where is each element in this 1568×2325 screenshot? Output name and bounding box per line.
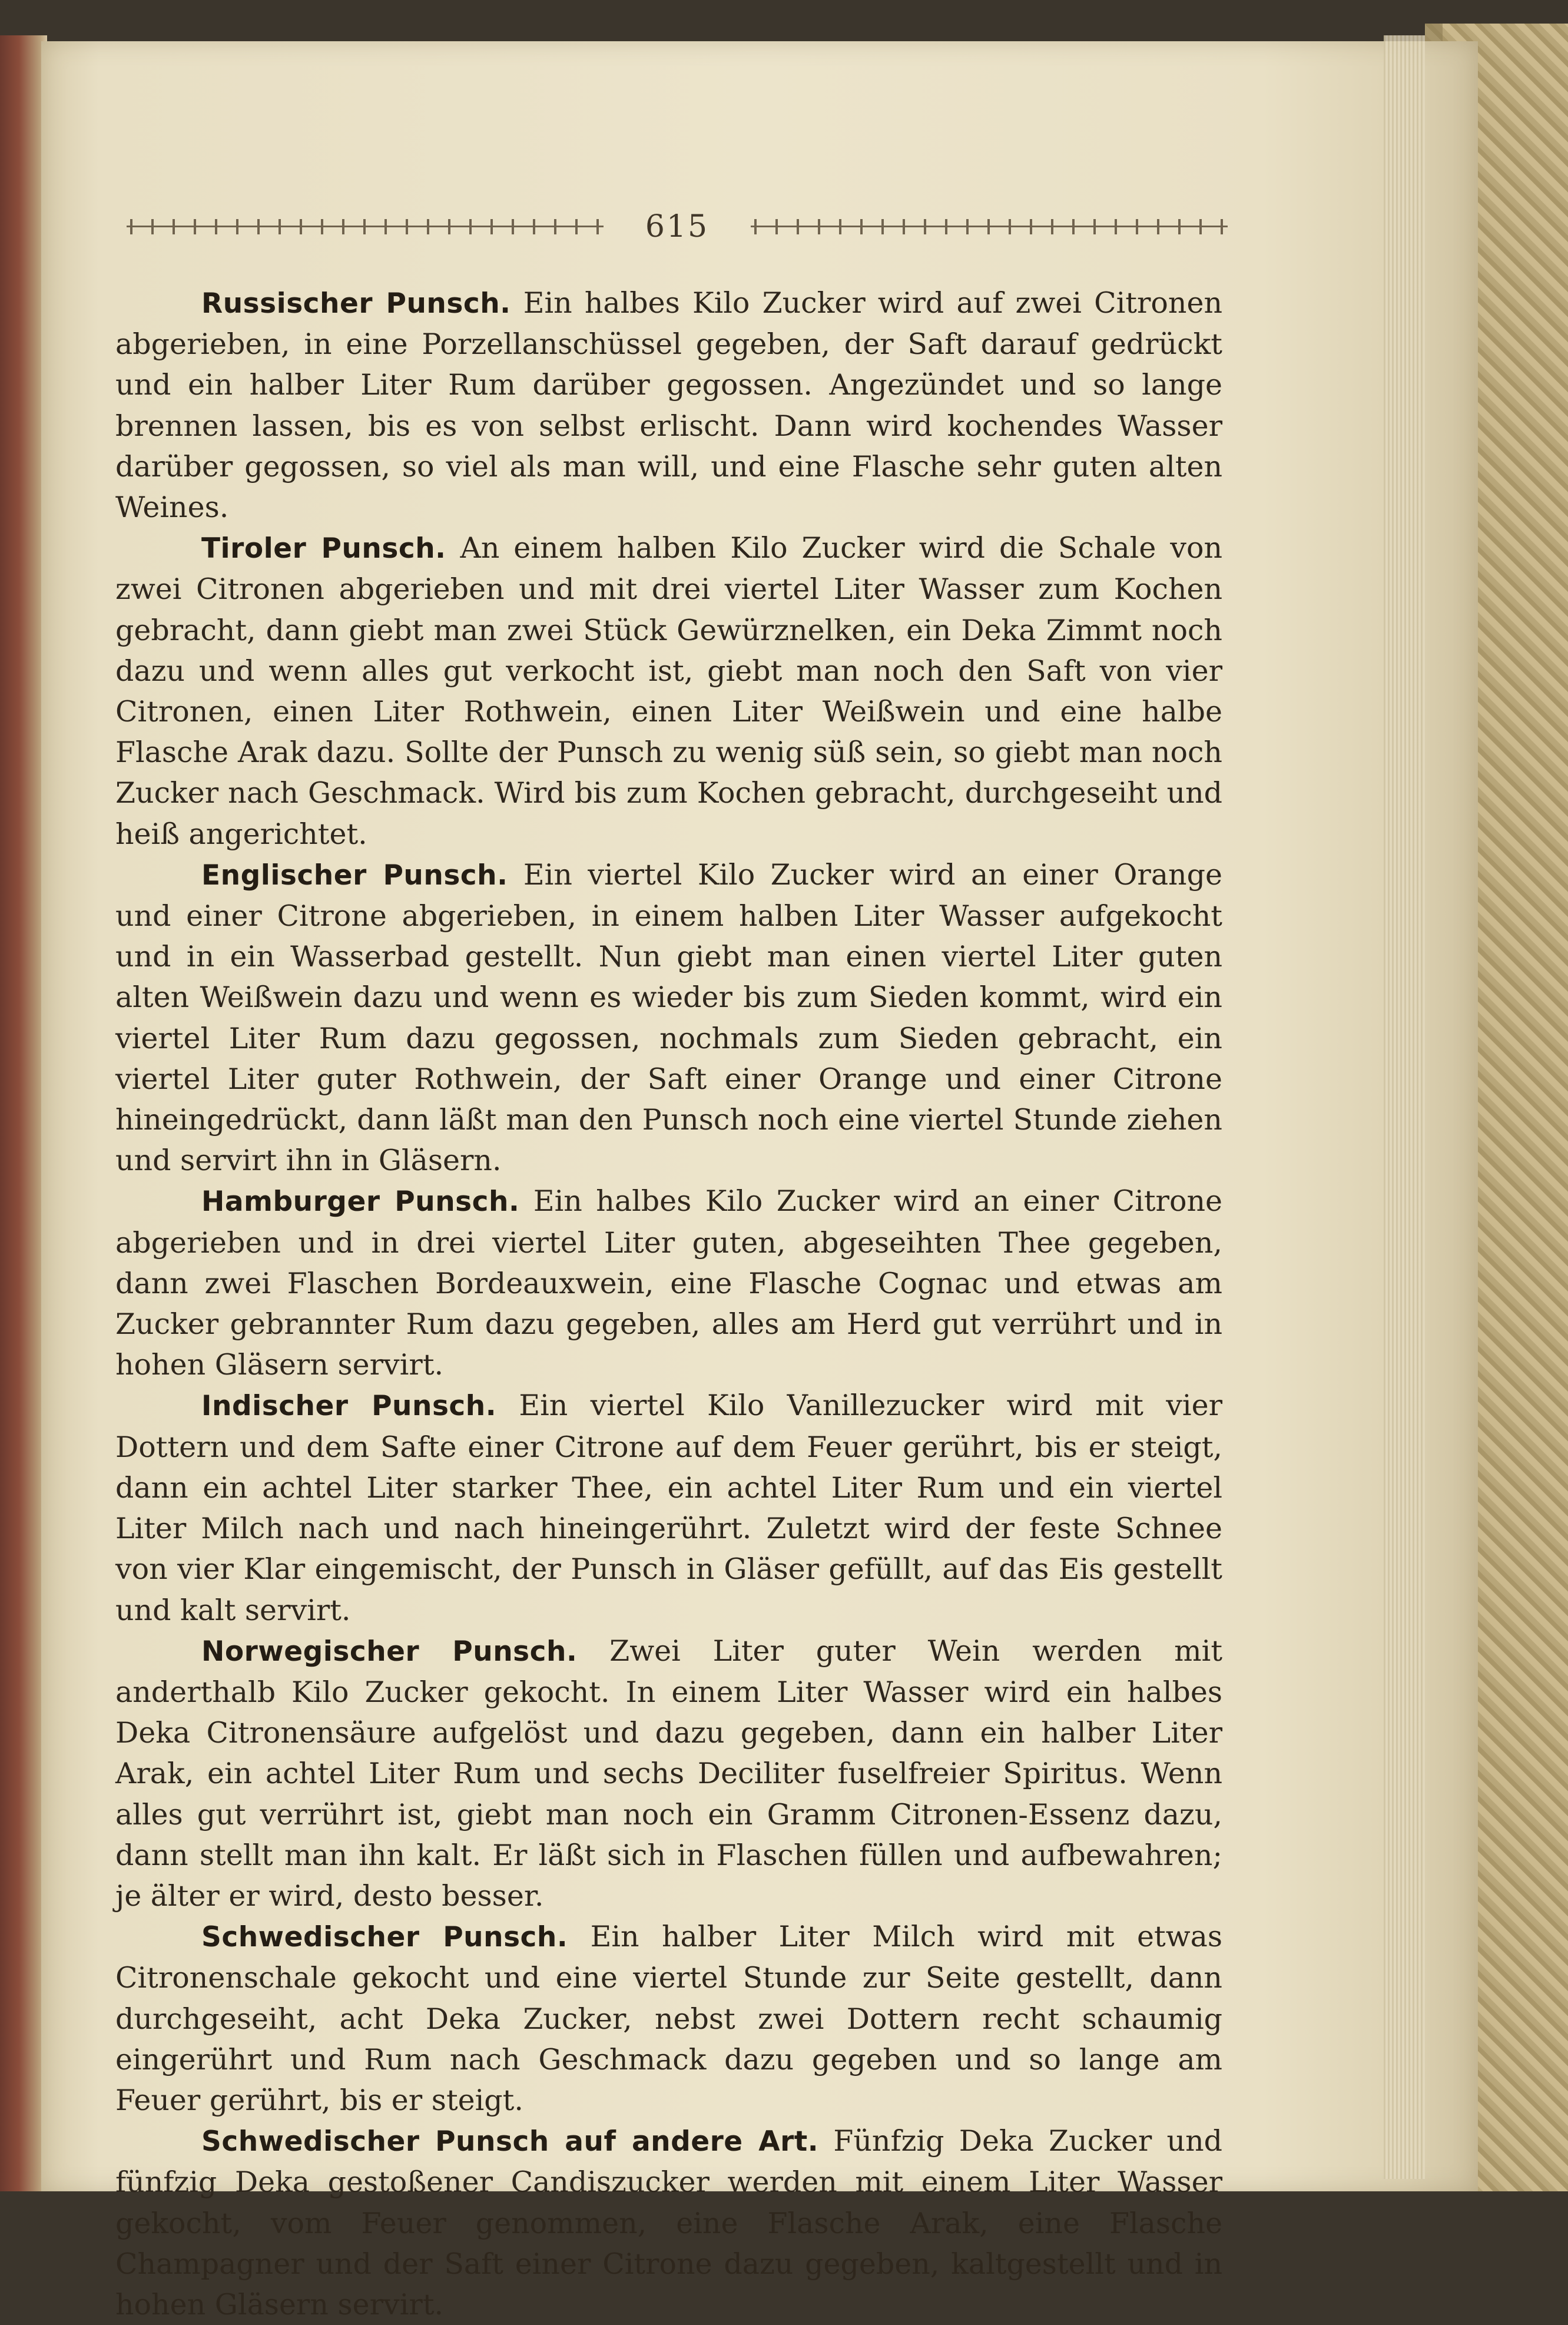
recipe-paragraph — [115, 1385, 1222, 1630]
recipe-heading: Russischer Punsch. — [201, 287, 511, 320]
recipe-paragraph — [115, 283, 1222, 528]
book-cover-left — [0, 35, 47, 2191]
recipe-heading: Hamburger Punsch. — [201, 1185, 520, 1218]
page-number: 615 — [645, 209, 710, 244]
recipe-paragraph — [115, 528, 1222, 855]
recipe-paragraph — [115, 2121, 1222, 2325]
recipe-body: Ein halber Liter Milch wird mit etwas Citronenschale gekocht und eine viertel Stunde zur Seite gestellt, dann durchgeseiht, acht Deka Zucker, nebst zwei Dottern recht schaumig eingerührt und Rum nach Geschmack dazu gegeben und so lange am Feuer gerührt, bis er steigt. — [115, 1920, 1222, 2117]
header-ornament-right — [751, 219, 1228, 234]
recipe-paragraph — [115, 1181, 1222, 1385]
recipe-body: Ein viertel Kilo Vanillezucker wird mit vier Dottern und dem Safte einer Citrone auf dem Feuer gerührt, bis er steigt, dann ein achtel Liter starker Thee, ein achtel Liter Rum und ein viertel Liter Milch nach und nach hineingerührt. Zuletzt wird der feste Schnee von vier Klar eingemischt, der Punsch in Gläser gefüllt, auf das Eis gestellt und kalt servirt. — [115, 1389, 1222, 1627]
recipe-heading: Schwedischer Punsch auf andere Art. — [201, 2125, 819, 2158]
recipe-body: Zwei Liter guter Wein werden mit anderthalb Kilo Zucker gekocht. In einem Liter Wasser wird ein halbes Deka Citronensäure aufgelöst und dazu gegeben, dann ein halber Liter Arak, ein achtel Liter Rum und sechs Deciliter fuselfreier Spiritus. Wenn alles gut verrührt ist, giebt man noch ein Gramm Citronen-Essenz dazu, dann stellt man ihn kalt. Er läßt sich in Flaschen füllen und aufbewahren; je älter er wird, desto besser. — [115, 1634, 1223, 1913]
header-ornament-left — [127, 219, 604, 234]
page-header — [127, 209, 1228, 244]
recipe-body: Ein viertel Kilo Zucker wird an einer Orange und einer Citrone abgerieben, in einem halben Liter Wasser aufgekocht und in ein Wasserbad gestellt. Nun giebt man einen viertel Liter guten alten Weißwein dazu und wenn es wieder bis zum Sieden kommt, wird ein viertel Liter Rum dazu gegossen, nochmals zum Sieden gebracht, ein viertel Liter guter Rothwein, der Saft einer Orange und einer Citrone hineingedrückt, dann läßt man den Punsch noch eine viertel Stunde ziehen und servirt ihn in Gläsern. — [115, 857, 1222, 1178]
recipe-heading: Tiroler Punsch. — [201, 532, 446, 565]
recipe-heading: Englischer Punsch. — [201, 859, 508, 892]
recipe-paragraph — [115, 1631, 1222, 1916]
page-edges — [1384, 35, 1425, 2179]
recipe-body: An einem halben Kilo Zucker wird die Schale von zwei Citronen abgerieben und mit drei viertel Liter Wasser zum Kochen gebracht, dann giebt man zwei Stück Gewürznelken, ein Deka Zimmt noch dazu und wenn alles gut verkocht ist, giebt man noch den Saft von vier Citronen, einen Liter Rothwein, einen Liter Weißwein und eine halbe Flasche Arak dazu. Sollte der Punsch zu wenig süß sein, so giebt man noch Zucker nach Geschmack. Wird bis zum Kochen gebracht, durchgeseiht und heiß angerichtet. — [115, 531, 1223, 851]
recipe-heading: Indischer Punsch. — [201, 1390, 497, 1423]
recipe-text — [115, 283, 1222, 2325]
recipe-paragraph — [115, 1916, 1222, 2121]
recipe-body: Fünfzig Deka Zucker und fünfzig Deka gestoßener Candiszucker werden mit einem Liter Wasser gekocht, vom Feuer genommen, eine Flasche Arak, eine Flasche Champagner und der Saft einer Citrone dazu gegeben, kaltgestellt und in hohen Gläsern servirt. — [115, 2124, 1223, 2321]
recipe-heading: Norwegischer Punsch. — [201, 1635, 578, 1668]
recipe-body: Ein halbes Kilo Zucker wird an einer Citrone abgerieben und in drei viertel Liter guten, abgeseihten Thee gegeben, dann zwei Flaschen Bordeauxwein, eine Flasche Cognac und etwas am Zucker gebrannter Rum dazu gegeben, alles am Herd gut verrührt und in hohen Gläsern servirt. — [115, 1184, 1223, 1382]
recipe-paragraph — [115, 855, 1222, 1181]
recipe-body: Ein halbes Kilo Zucker wird auf zwei Citronen abgerieben, in eine Porzellanschüssel gegeben, der Saft darauf gedrückt und ein halber Liter Rum darüber gegossen. Angezündet und so lange brennen lassen, bis es von selbst erlischt. Dann wird kochendes Wasser darüber gegossen, so viel als man will, und eine Flasche sehr guten alten Weines. — [115, 286, 1222, 525]
recipe-heading: Schwedischer Punsch. — [201, 1921, 568, 1954]
